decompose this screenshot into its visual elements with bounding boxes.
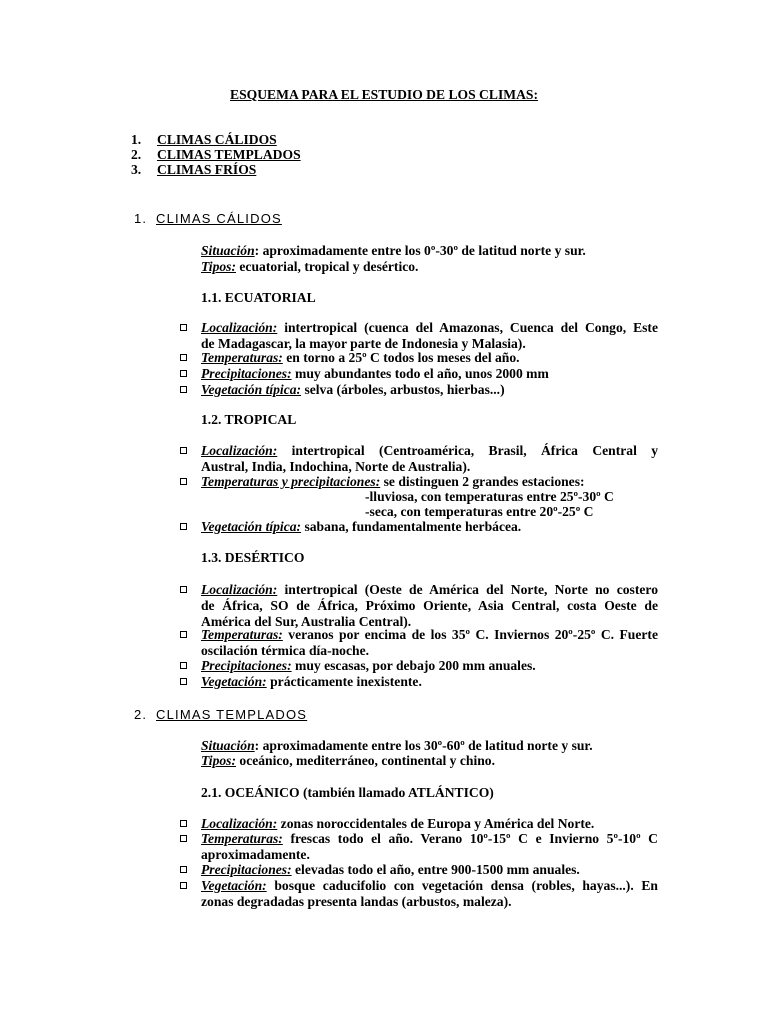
tipos-line (201, 753, 495, 769)
section-title: CLIMAS TEMPLADOS (156, 707, 308, 722)
field-text: intertropical (Centroamérica, Brasil, África Central y (277, 443, 658, 458)
bullet-localizacion (201, 443, 658, 475)
field-label: Precipitaciones: (201, 366, 292, 381)
field-text: se distinguen 2 grandes estaciones: (380, 474, 585, 489)
bullet-precipitaciones (201, 658, 536, 674)
field-text: selva (árboles, arbustos, hierbas...) (301, 382, 505, 397)
field-label: Temperaturas: (201, 350, 283, 365)
field-label: Precipitaciones: (201, 862, 292, 877)
page-title: ESQUEMA PARA EL ESTUDIO DE LOS CLIMAS: (230, 87, 538, 102)
bullet-temperaturas (201, 350, 520, 366)
bullet-square-icon (180, 386, 187, 393)
bullet-precipitaciones (201, 862, 580, 878)
section-number: 1. (134, 211, 148, 226)
field-label: Localización: (201, 443, 278, 458)
field-label: Localización: (201, 816, 278, 831)
bullet-square-icon (180, 866, 187, 873)
toc-item-2 (131, 147, 301, 163)
bullet-square-icon (180, 478, 187, 485)
section-heading-1 (134, 211, 282, 226)
field-text: veranos por encima de los 35º C. Inviernos 20º-25º C. Fuerte (282, 627, 658, 642)
field-text: intertropical (cuenca del Amazonas, Cuenca del Congo, Este (277, 320, 658, 335)
bullet-vegetacion (201, 674, 422, 690)
bullet-precipitaciones (201, 366, 549, 382)
season-lluviosa: -lluviosa, con temperaturas entre 25º-30º C (365, 489, 614, 504)
toc-label: CLIMAS CÁLIDOS (157, 132, 277, 147)
bullet-square-icon (180, 586, 187, 593)
field-label: Temperaturas y precipitaciones: (201, 474, 381, 489)
field-text: zonas noroccidentales de Europa y América del Norte. (277, 816, 595, 831)
toc-label: CLIMAS FRÍOS (157, 162, 257, 177)
field-text: prácticamente inexistente. (266, 674, 422, 689)
field-label: Tipos: (201, 259, 236, 274)
field-label: Localización: (201, 320, 278, 335)
bullet-square-icon (180, 820, 187, 827)
bullet-square-icon (180, 882, 187, 889)
bullet-square-icon (180, 835, 187, 842)
field-label: Localización: (201, 582, 278, 597)
situacion-line (201, 738, 593, 754)
field-text: Austral, India, Indochina, Norte de Australia). (201, 459, 471, 474)
field-text: muy abundantes todo el año, unos 2000 mm (291, 366, 549, 381)
field-text: elevadas todo el año, entre 900-1500 mm anuales. (291, 862, 580, 877)
field-text: en torno a 25º C todos los meses del año. (282, 350, 520, 365)
field-label: Vegetación: (201, 674, 267, 689)
season-seca: -seca, con temperaturas entre 20º-25º C (365, 504, 594, 519)
toc-item-1 (131, 132, 277, 148)
bullet-square-icon (180, 678, 187, 685)
toc-label: CLIMAS TEMPLADOS (157, 147, 301, 162)
field-label: Precipitaciones: (201, 658, 292, 673)
field-text: de África, SO de África, Próximo Oriente, Asia Central, costa Oeste de (201, 598, 658, 613)
toc-item-3 (131, 162, 256, 178)
field-text: oscilación térmica día-noche. (201, 643, 370, 658)
field-text: zonas degradadas presenta landas (arbustos, maleza). (201, 894, 512, 909)
bullet-localizacion (201, 320, 658, 352)
bullet-square-icon (180, 354, 187, 361)
field-label: Situación (201, 243, 255, 258)
field-text: intertropical (Oeste de América del Norte, Norte no costero (277, 582, 658, 597)
field-label: Vegetación: (201, 878, 267, 893)
bullet-square-icon (180, 324, 187, 331)
section-number: 2. (134, 707, 148, 722)
bullet-square-icon (180, 447, 187, 454)
section-heading-2 (134, 707, 307, 722)
toc-number: 1. (131, 132, 142, 147)
toc-number: 3. (131, 162, 142, 177)
bullet-vegetacion (201, 878, 658, 910)
field-text: aproximadamente. (201, 847, 310, 862)
field-text: bosque caducifolio con vegetación densa (robles, hayas...). En (266, 878, 658, 893)
bullet-temperaturas (201, 627, 658, 659)
bullet-vegetacion (201, 519, 521, 535)
section-title: CLIMAS CÁLIDOS (156, 211, 282, 226)
toc-number: 2. (131, 147, 142, 162)
field-text: sabana, fundamentalmente herbácea. (301, 519, 522, 534)
field-label: Situación (201, 738, 255, 753)
bullet-vegetacion (201, 382, 505, 398)
bullet-square-icon (180, 631, 187, 638)
bullet-temperaturas-precipitaciones (201, 474, 585, 490)
bullet-square-icon (180, 370, 187, 377)
situacion-line (201, 243, 586, 259)
field-text: América del Sur, Australia Central). (201, 614, 412, 629)
field-text: : aproximadamente entre los 0º-30º de latitud norte y sur. (254, 243, 586, 258)
field-label: Temperaturas: (201, 831, 283, 846)
field-text: oceánico, mediterráneo, continental y chino. (236, 753, 495, 768)
field-label: Temperaturas: (201, 627, 283, 642)
bullet-localizacion (201, 582, 658, 630)
bullet-temperaturas (201, 831, 658, 863)
subsection-heading-oceanico: 2.1. OCEÁNICO (también llamado ATLÁNTICO) (201, 785, 494, 800)
field-text: frescas todo el año. Verano 10º-15º C e Invierno 5º-10º C (282, 831, 658, 846)
bullet-square-icon (180, 662, 187, 669)
field-text: : aproximadamente entre los 30º-60º de latitud norte y sur. (254, 738, 593, 753)
subsection-heading-desertico: 1.3. DESÉRTICO (201, 550, 305, 565)
bullet-localizacion (201, 816, 594, 832)
field-text: de Madagascar, la mayor parte de Indonesia y Malasia). (201, 336, 526, 351)
subsection-heading-tropical: 1.2. TROPICAL (201, 412, 297, 427)
field-text: ecuatorial, tropical y desértico. (236, 259, 419, 274)
tipos-line (201, 259, 418, 275)
field-label: Vegetación típica: (201, 519, 302, 534)
subsection-heading-ecuatorial: 1.1. ECUATORIAL (201, 290, 316, 305)
field-label: Tipos: (201, 753, 236, 768)
field-text: muy escasas, por debajo 200 mm anuales. (291, 658, 536, 673)
field-label: Vegetación típica: (201, 382, 302, 397)
bullet-square-icon (180, 523, 187, 530)
